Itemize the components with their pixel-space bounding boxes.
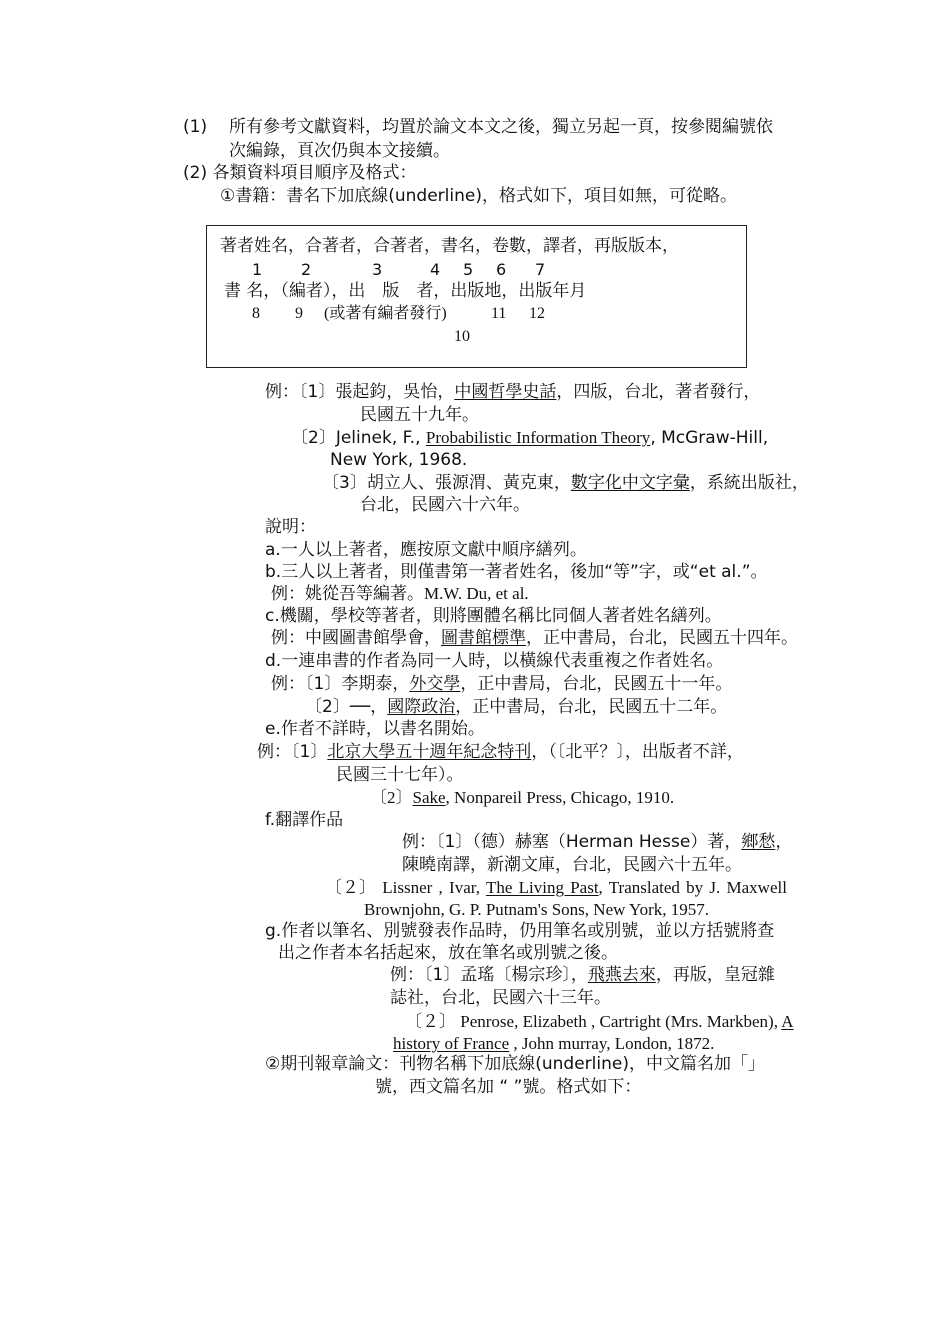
note-c-example (271, 627, 798, 649)
rule-2-heading: (2) 各類資料項目順序及格式： (183, 163, 417, 183)
format-num-10: 10 (454, 328, 470, 345)
note-g-line-1: g.作者以筆名、別號發表作品時，仍用筆名或別號，並以方括號將查 (265, 921, 775, 941)
note-e-example-2-prefix: 〔2〕 (370, 788, 413, 807)
note-g-line-2: 出之作者本名括起來，放在筆名或別號之後。 (278, 943, 618, 963)
example-3-prefix: 〔3〕胡立人、張源渭、黃克東， (322, 473, 571, 493)
note-f-example-2-title: The Living Past (485, 878, 599, 897)
note-f-example-2-line-2: Brownjohn, G. P. Putnam's Sons, New York, 1957. (364, 900, 709, 919)
books-heading: ①書籍：書名下加底線(underline)，格式如下，項目如無，可從略。 (220, 186, 737, 206)
note-e-example-1-line-2: 民國三十七年）。 (336, 765, 464, 785)
format-num-6: 6 (496, 260, 507, 279)
journals-heading-line-1: ②期刊報章論文：刊物名稱下加底線(underline)，中文篇名加「」 (265, 1054, 765, 1074)
format-num-1: 1 (252, 260, 263, 279)
note-f-example-1 (402, 831, 792, 853)
note-e-example-2 (370, 787, 674, 809)
note-b-example: 例：姚從吾等編著。M.W. Du, et al. (271, 584, 529, 603)
journals-heading-line-2: 號，西文篇名加 “ ”號。格式如下： (375, 1077, 642, 1097)
note-a: a.一人以上著者，應按原文獻中順序繕列。 (265, 540, 587, 560)
note-d-example-2 (305, 696, 727, 718)
format-num-11: 11 (491, 305, 507, 322)
example-3-rest: ，系統出版社， (689, 473, 809, 493)
note-e-example-1 (257, 741, 744, 763)
format-line-1: 著者姓名，合著者，合著者，書名，卷數，譯者，再版版本， (220, 236, 679, 256)
note-f-example-2-prefix: 〔２〕 Lissner , Ivar, (325, 878, 486, 897)
example-2-rest: , McGraw-Hill, (650, 428, 769, 448)
note-d-example-1 (271, 673, 732, 695)
format-num-7: 7 (535, 260, 546, 279)
note-f-example-1-prefix: 例：〔1〕（德）赫塞（Herman Hesse）著， (402, 832, 742, 852)
example-2-title: Probabilistic Information Theory (425, 428, 651, 447)
example-1-title: 中國哲學史話 (454, 382, 557, 402)
note-g-example-1-rest: ，再版，皇冠雜 (655, 965, 775, 985)
rule-1-line-2: 次編錄，頁次仍與本文接續。 (229, 141, 450, 161)
note-d-example-2-prefix: 〔2〕──， (305, 697, 388, 717)
note-d: d.一連串書的作者為同一人時，以橫線代表重複之作者姓名。 (265, 651, 724, 671)
example-1-prefix: 例：〔1〕張起鈞，吳怡， (265, 382, 455, 402)
format-line-2: 書 名，（編者），出 版 者，出版地，出版年月 (224, 281, 587, 301)
note-g-example-2 (405, 1011, 794, 1033)
note-f-example-1-title: 鄉愁 (741, 832, 776, 852)
example-1-rest: ，四版，台北，著者發行， (556, 382, 761, 402)
note-e-example-1-rest: ，（〔北平？〕，出版者不詳， (531, 742, 744, 762)
book-example-2 (291, 427, 768, 449)
note-c: c.機關，學校等著者，則將團體名稱比同個人著者姓名繕列。 (265, 606, 722, 626)
note-d-example-2-rest: ，正中書局，台北，民國五十二年。 (455, 697, 728, 717)
format-box (206, 225, 747, 368)
notes-heading: 說明： (265, 517, 316, 537)
format-num-9: 9 (295, 305, 303, 322)
note-d-example-2-title: 國際政治 (387, 697, 456, 717)
book-example-3-line-2: 台北，民國六十六年。 (360, 495, 530, 515)
note-f-example-2 (325, 877, 847, 899)
note-e-example-1-prefix: 例：〔1〕 (257, 742, 328, 762)
note-f-example-2-rest: , Translated by J. Maxwell (598, 878, 787, 897)
rule-1-number: (1) (183, 117, 208, 137)
note-g-example-1 (390, 964, 775, 986)
note-d-example-1-rest: ，正中書局，台北，民國五十一年。 (460, 674, 733, 694)
note-g-example-1-line-2: 誌社，台北，民國六十三年。 (390, 988, 611, 1008)
note-g-example-1-prefix: 例：〔1〕孟瑤〔楊宗珍〕， (390, 965, 588, 985)
format-num-2: 2 (301, 260, 312, 279)
note-d-example-1-title: 外交學 (409, 674, 461, 694)
note-f-example-1-rest: ， (775, 832, 793, 852)
example-3-title: 數字化中文字彙 (570, 473, 690, 493)
example-2-prefix: 〔2〕Jelinek, F., (291, 428, 426, 448)
book-example-1 (265, 381, 760, 403)
note-g-example-2-prefix: 〔２〕 Penrose, Elizabeth , Cartright (Mrs. Markben), (405, 1012, 782, 1031)
format-num-3: 3 (372, 260, 383, 279)
note-g-example-2-line-2 (393, 1033, 714, 1055)
note-b: b.三人以上著者，則僅書第一著者姓名，後加“等”字，或“et al.”。 (265, 562, 768, 582)
note-e: e.作者不詳時，以書名開始。 (265, 719, 485, 739)
format-editor-note: (或著有編者發行) (324, 305, 447, 322)
rule-1-line-1: 所有參考文獻資料，均置於論文本文之後，獨立另起一頁，按參閱編號依 (229, 117, 773, 137)
note-f-example-1-line-2: 陳曉南譯，新潮文庫，台北，民國六十五年。 (402, 855, 742, 875)
format-num-12: 12 (529, 305, 545, 322)
format-num-8: 8 (252, 305, 260, 322)
note-c-example-prefix: 例：中國圖書館學會， (271, 628, 441, 648)
note-e-example-2-title: Sake (412, 788, 446, 807)
book-example-3 (322, 472, 809, 494)
book-example-2-line-2: New York, 1968. (330, 450, 468, 470)
note-g-example-1-title: 飛燕去來 (587, 965, 656, 985)
note-c-example-rest: ，正中書局，台北，民國五十四年。 (526, 628, 798, 648)
format-num-5: 5 (463, 260, 474, 279)
note-c-example-title: 圖書館標準 (441, 628, 526, 648)
format-num-4: 4 (430, 260, 441, 279)
note-g-example-2-title-end: history of France (393, 1034, 510, 1053)
note-e-example-2-rest: , Nonpareil Press, Chicago, 1910. (445, 788, 675, 807)
note-e-example-1-title: 北京大學五十週年紀念特刊 (327, 742, 532, 762)
note-d-example-1-prefix: 例：〔1〕李期泰， (271, 674, 410, 694)
note-g-example-2-title-start: A (781, 1012, 794, 1031)
note-f: f.翻譯作品 (265, 810, 344, 830)
note-g-example-2-rest: , John murray, London, 1872. (509, 1034, 715, 1053)
book-example-1-line-2: 民國五十九年。 (360, 405, 479, 425)
